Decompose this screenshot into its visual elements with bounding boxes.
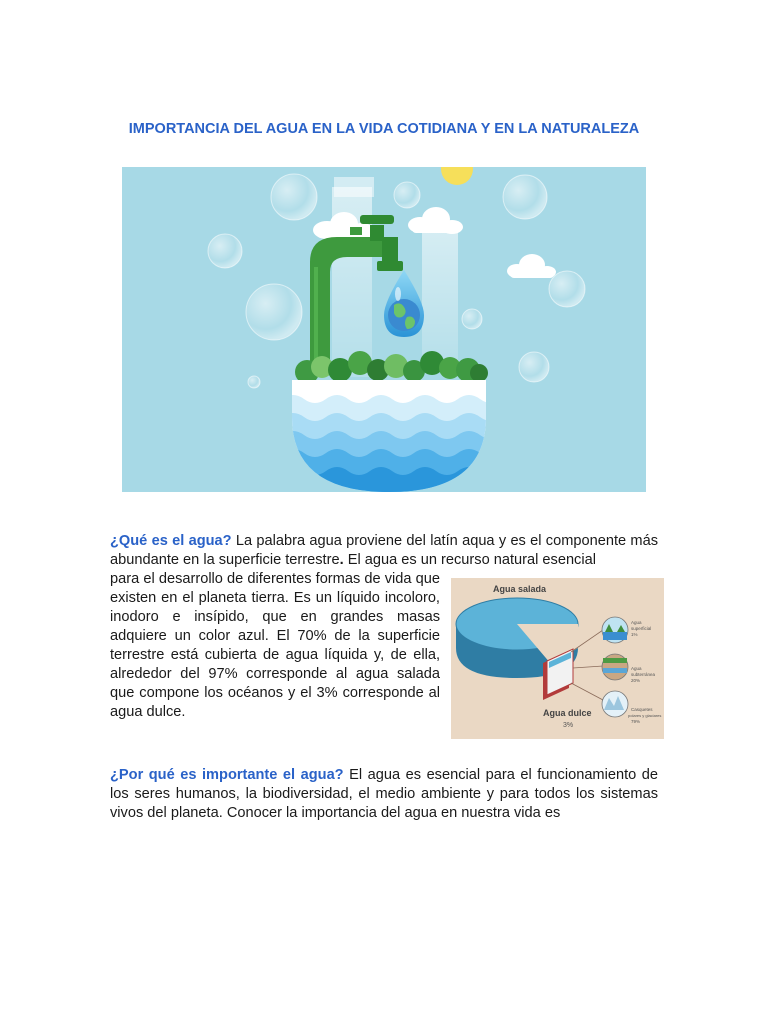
breakdown-label: Casquetes <box>631 707 653 712</box>
paragraph-text: La palabra agua proviene del latín aqua y es el componente más abundante en la superficie terrestre <box>110 533 658 568</box>
groundwater-icon <box>602 654 628 680</box>
paragraph-text: El agua es un recurso natural esencial <box>343 552 596 568</box>
paragraph-what-is-water <box>110 532 658 570</box>
breakdown-pct: 1% <box>631 632 638 637</box>
water-distribution-figure <box>451 578 664 739</box>
bold-dot: . <box>339 552 344 568</box>
breakdown-label: Agua <box>631 666 642 671</box>
sun-icon <box>441 167 473 185</box>
page-title: IMPORTANCIA DEL AGUA EN LA VIDA COTIDIANA Y EN LA NATURALEZA <box>128 121 640 137</box>
paragraph-text: El agua es esencial para el funcionamiento de los seres humanos, la biodiversidad, el medio ambiente y para todos los sistemas vivos del planeta. Conocer la importancia del agua en nuestra vida es <box>110 767 658 821</box>
paragraph-why-important <box>110 766 658 823</box>
breakdown-label: subterránea <box>631 672 656 677</box>
water-drop-icon <box>384 270 424 337</box>
water-bowl <box>282 372 502 492</box>
breakdown-pct: 20% <box>631 678 641 683</box>
breakdown-label: Agua <box>631 620 642 625</box>
paragraph-what-is-water-continued: para el desarrollo de diferentes formas de vida que existen en el planeta tierra. Es un líquido incoloro, inodoro e insípido, que en grandes masas adquiere un color azul. El 70% de la superficie terrestre está cubierta de agua líquida y, de ella, alrededor del 97% corresponde al agua salada que compone los océanos y el 3% corresponde al agua dulce. <box>110 571 440 720</box>
breakdown-pct: 79% <box>631 719 641 724</box>
fresh-water-label: Agua dulce <box>543 708 592 718</box>
salt-water-label: Agua salada <box>493 584 547 594</box>
question-what-is-water: ¿Qué es el agua? <box>110 533 232 549</box>
breakdown-label: polares y glaciares <box>628 713 662 718</box>
glacier-icon <box>602 691 628 717</box>
hero-illustration <box>122 167 646 492</box>
fresh-water-pct: 3% <box>563 722 574 729</box>
surface-water-icon <box>602 617 628 643</box>
question-why-important: ¿Por qué es importante el agua? <box>110 767 344 783</box>
breakdown-label: superficial <box>631 626 652 631</box>
